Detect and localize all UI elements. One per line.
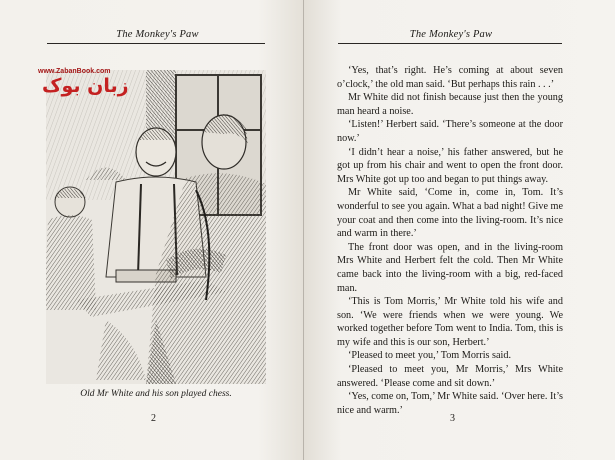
paragraph: ‘Listen!’ Herbert said. ‘There’s someone at the door now.’ <box>337 119 563 144</box>
paragraph: ‘Pleased to meet you,’ Tom Morris said. <box>348 350 512 362</box>
story-text <box>337 64 563 417</box>
watermark-logo <box>38 68 138 106</box>
header-rule-left <box>47 43 265 44</box>
paragraph: ‘Pleased to meet you, Mr Morris,’ Mrs White answered. ‘Please come and sit down.’ <box>337 364 563 389</box>
header-rule-right <box>338 43 562 44</box>
paragraph: Mr White did not finish because just then the young man heard a noise. <box>337 92 563 117</box>
paragraph: ‘I didn’t hear a noise,’ his father answered, but he got up from his chair and went to open the front door. Mrs White got up too and began to put things away. <box>337 146 563 185</box>
right-page <box>304 0 615 460</box>
watermark-text: زبان بوک <box>42 75 129 97</box>
watermark-url: www.ZabanBook.com <box>38 68 111 75</box>
illustration-caption: Old Mr White and his son played chess. <box>80 389 232 399</box>
running-head-right: The Monkey's Paw <box>409 29 493 40</box>
paragraph: The front door was open, and in the living-room Mrs White and Herbert felt the cold. Then Mr White came back into the living-room with a big, red-faced man. <box>337 241 563 294</box>
left-page <box>0 0 304 460</box>
chess-illustration <box>46 70 266 384</box>
page-number-left: 2 <box>151 413 156 424</box>
paragraph: ‘Yes, that’s right. He’s coming at about seven o’clock,’ the old man said. ‘But perhaps this rain . . .’ <box>337 65 563 90</box>
page-number-right: 3 <box>450 413 455 424</box>
paragraph: Mr White said, ‘Come in, come in, Tom. It’s wonderful to see you again. What a bad night! Give me your coat and then come into the living-room. It’s nice and warm in there.’ <box>337 187 563 240</box>
running-head-left: The Monkey's Paw <box>116 29 199 40</box>
paragraph: ‘This is Tom Morris,’ Mr White told his wife and son. ‘We were friends when we were young. We worked together before Tom went to India. Tom, this is my wife and this is our son, Herbert.’ <box>337 296 563 348</box>
paragraph: ‘Yes, come on, Tom,’ Mr White said. ‘Over here. It’s nice and warm.’ <box>337 391 563 416</box>
